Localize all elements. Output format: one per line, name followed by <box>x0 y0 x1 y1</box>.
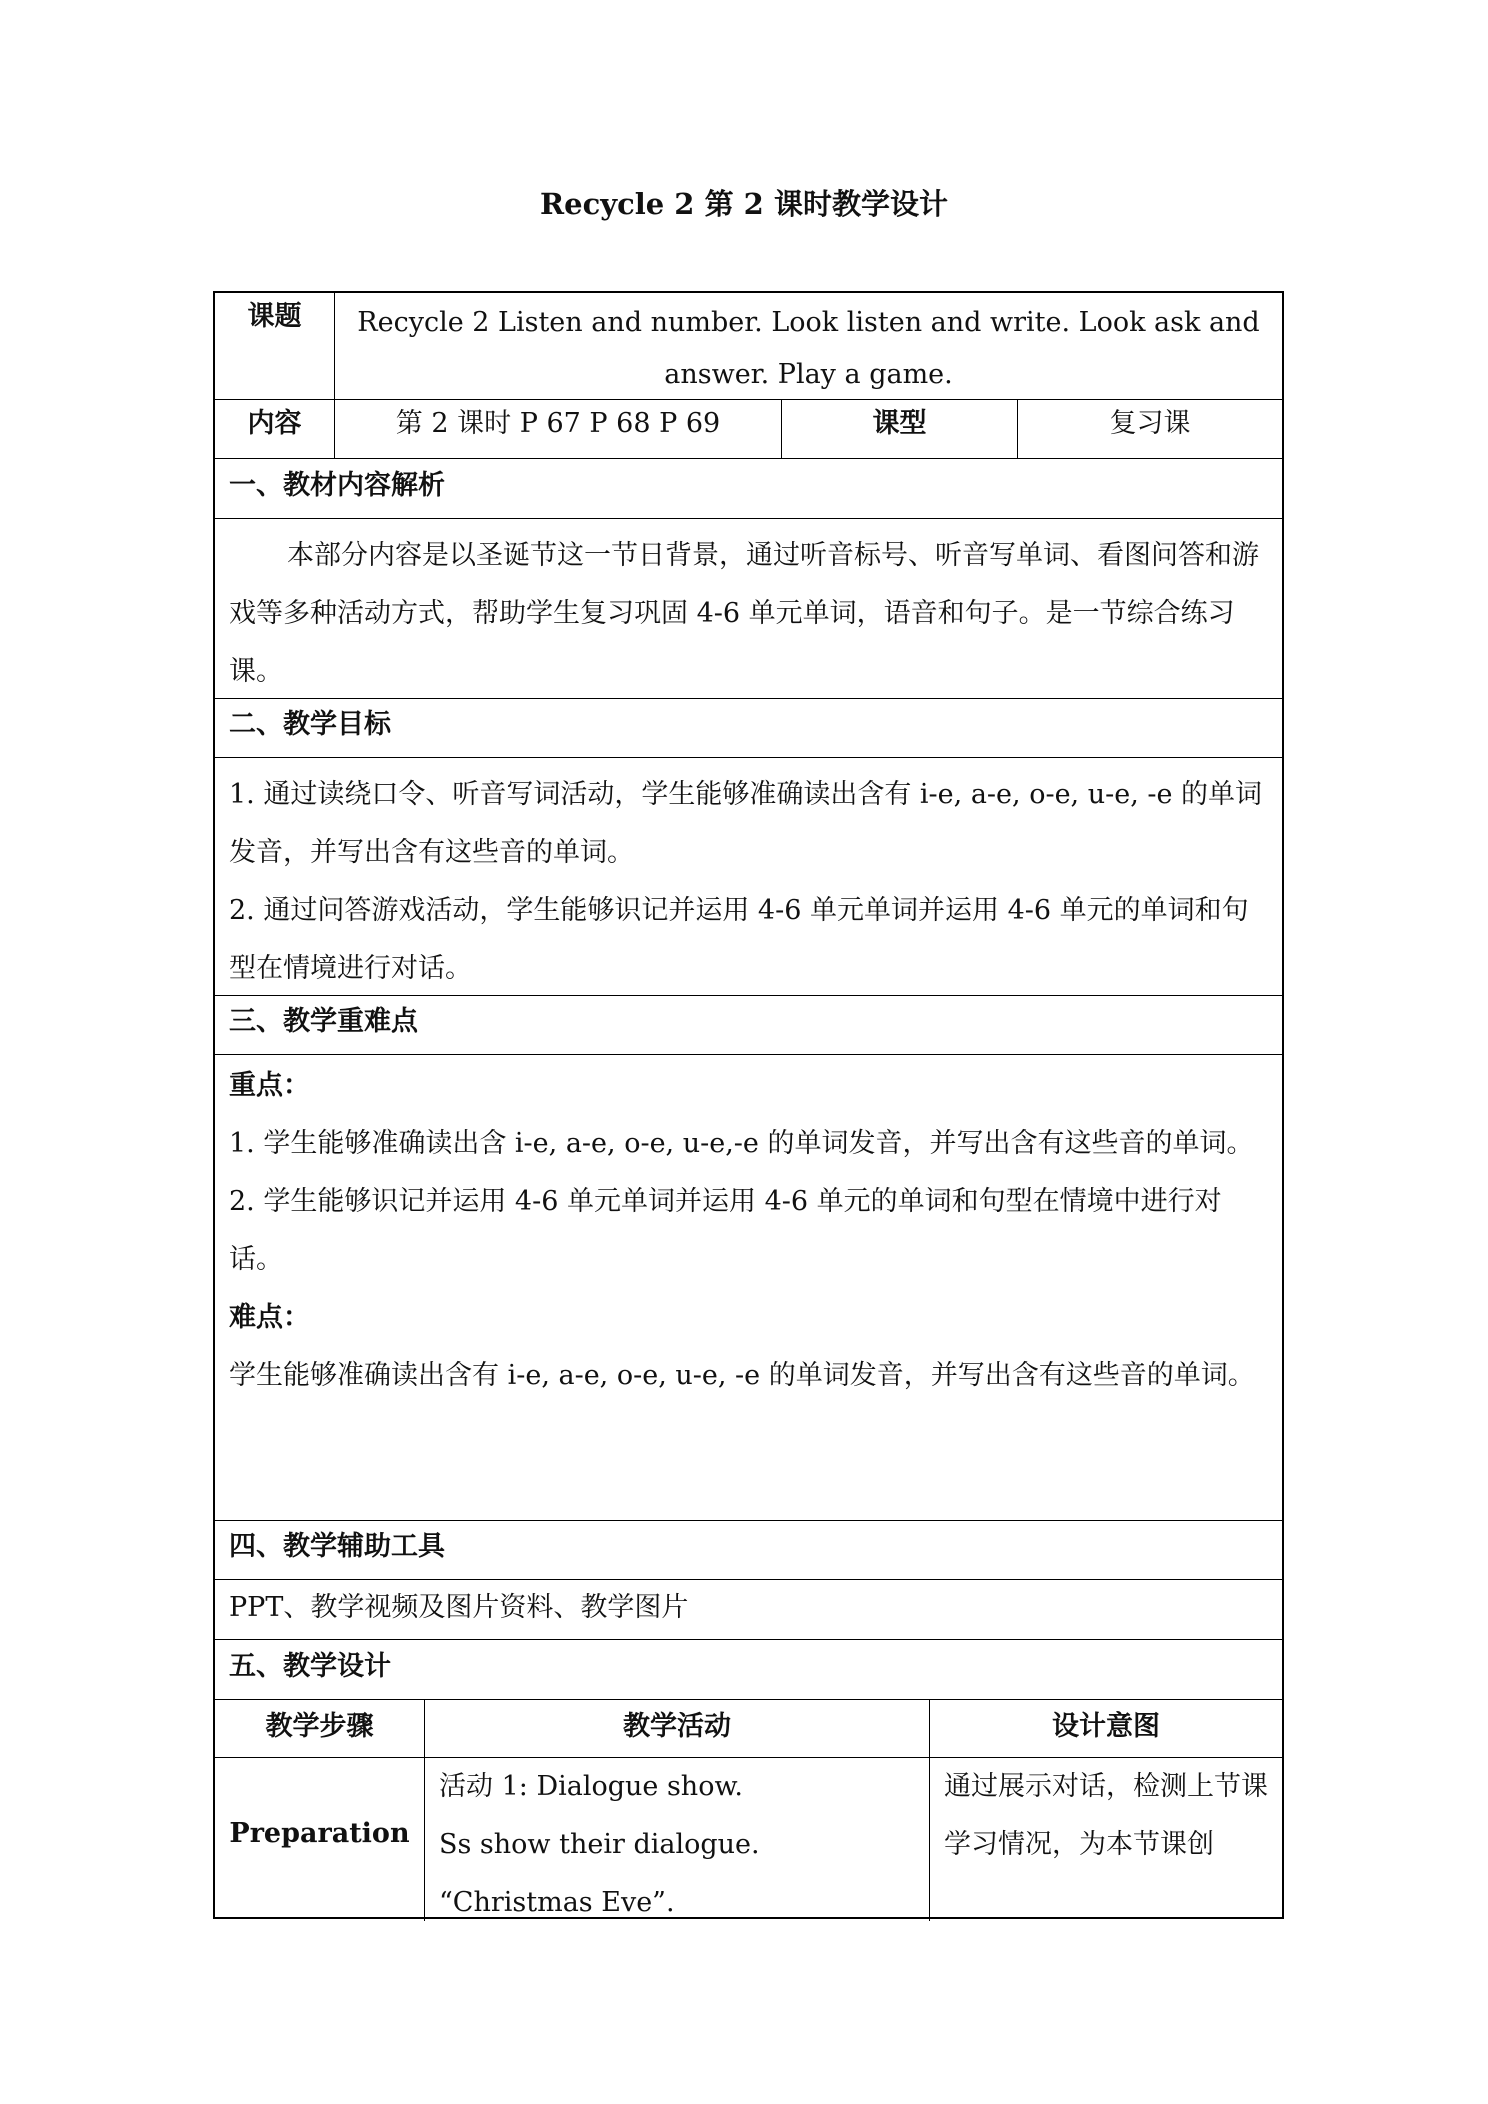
section-2-body-row <box>215 758 1282 996</box>
topic-label: 课题 <box>215 293 335 399</box>
activity-line-2: Ss show their dialogue. “Christmas Eve”. <box>439 1829 760 1918</box>
activity-line-1: 活动 1: Dialogue show. <box>439 1771 743 1802</box>
section-4-heading: 四、教学辅助工具 <box>229 1531 445 1562</box>
section-1-body: 本部分内容是以圣诞节这一节日背景，通过听音标号、听音写单词、看图问答和游戏等多种活动方式，帮助学生复习巩固 4-6 单元单词，语音和句子。是一节综合练习课。 <box>229 540 1259 687</box>
column-header-intent: 设计意图 <box>1052 1711 1160 1742</box>
difficult-points-label: 难点： <box>229 1302 310 1333</box>
objective-2: 2. 通过问答游戏活动，学生能够识记并运用 4-6 单元单词并运用 4-6 单元的单词和句型在情境进行对话。 <box>229 895 1249 984</box>
activity-cell <box>425 1758 930 1921</box>
key-points-label: 重点： <box>229 1070 310 1101</box>
section-2-heading-row <box>215 699 1282 758</box>
section-3-body-row <box>215 1055 1282 1521</box>
lesson-plan-table <box>213 291 1284 1919</box>
type-value: 复习课 <box>1109 408 1191 439</box>
type-label: 课型 <box>782 400 1018 458</box>
content-value: 第 2 课时 P 67 P 68 P 69 <box>335 400 782 458</box>
topic-row <box>215 293 1282 400</box>
content-row <box>215 400 1282 459</box>
topic-value: Recycle 2 Listen and number. Look listen and write. Look ask and answer. Play a game. <box>357 307 1260 390</box>
section-4-body-row <box>215 1580 1282 1640</box>
key-point-2: 2. 学生能够识记并运用 4-6 单元单词并运用 4-6 单元的单词和句型在情境中进行对话。 <box>229 1186 1222 1275</box>
intent-cell <box>930 1758 1282 1921</box>
section-1-heading-row <box>215 459 1282 519</box>
content-label: 内容 <box>215 400 335 458</box>
step-preparation: Preparation <box>215 1758 425 1921</box>
design-table-header-row <box>215 1700 1282 1758</box>
design-table-row <box>215 1758 1282 1921</box>
section-2-heading: 二、教学目标 <box>229 709 391 740</box>
section-5-heading-row <box>215 1640 1282 1700</box>
difficult-point-1: 学生能够准确读出含有 i-e, a-e, o-e, u-e, -e 的单词发音，并写出含有这些音的单词。 <box>229 1360 1255 1391</box>
section-5-heading: 五、教学设计 <box>229 1651 391 1682</box>
section-1-body-row <box>215 519 1282 699</box>
section-1-heading: 一、教材内容解析 <box>229 470 445 501</box>
key-point-1: 1. 学生能够准确读出含 i-e, a-e, o-e, u-e,-e 的单词发音，并写出含有这些音的单词。 <box>229 1128 1254 1159</box>
section-3-heading: 三、教学重难点 <box>229 1006 418 1037</box>
column-header-step: 教学步骤 <box>215 1700 425 1757</box>
intent-text: 通过展示对话，检测上节课学习情况，为本节课创 <box>944 1771 1268 1860</box>
teaching-aids: PPT、教学视频及图片资料、教学图片 <box>229 1592 689 1623</box>
section-3-heading-row <box>215 996 1282 1055</box>
page-title: Recycle 2 第 2 课时教学设计 <box>540 187 948 221</box>
objective-1: 1. 通过读绕口令、听音写词活动，学生能够准确读出含有 i-e, a-e, o-e, u-e, -e 的单词发音，并写出含有这些音的单词。 <box>229 779 1263 868</box>
column-header-activity: 教学活动 <box>425 1700 930 1757</box>
section-4-heading-row <box>215 1521 1282 1580</box>
